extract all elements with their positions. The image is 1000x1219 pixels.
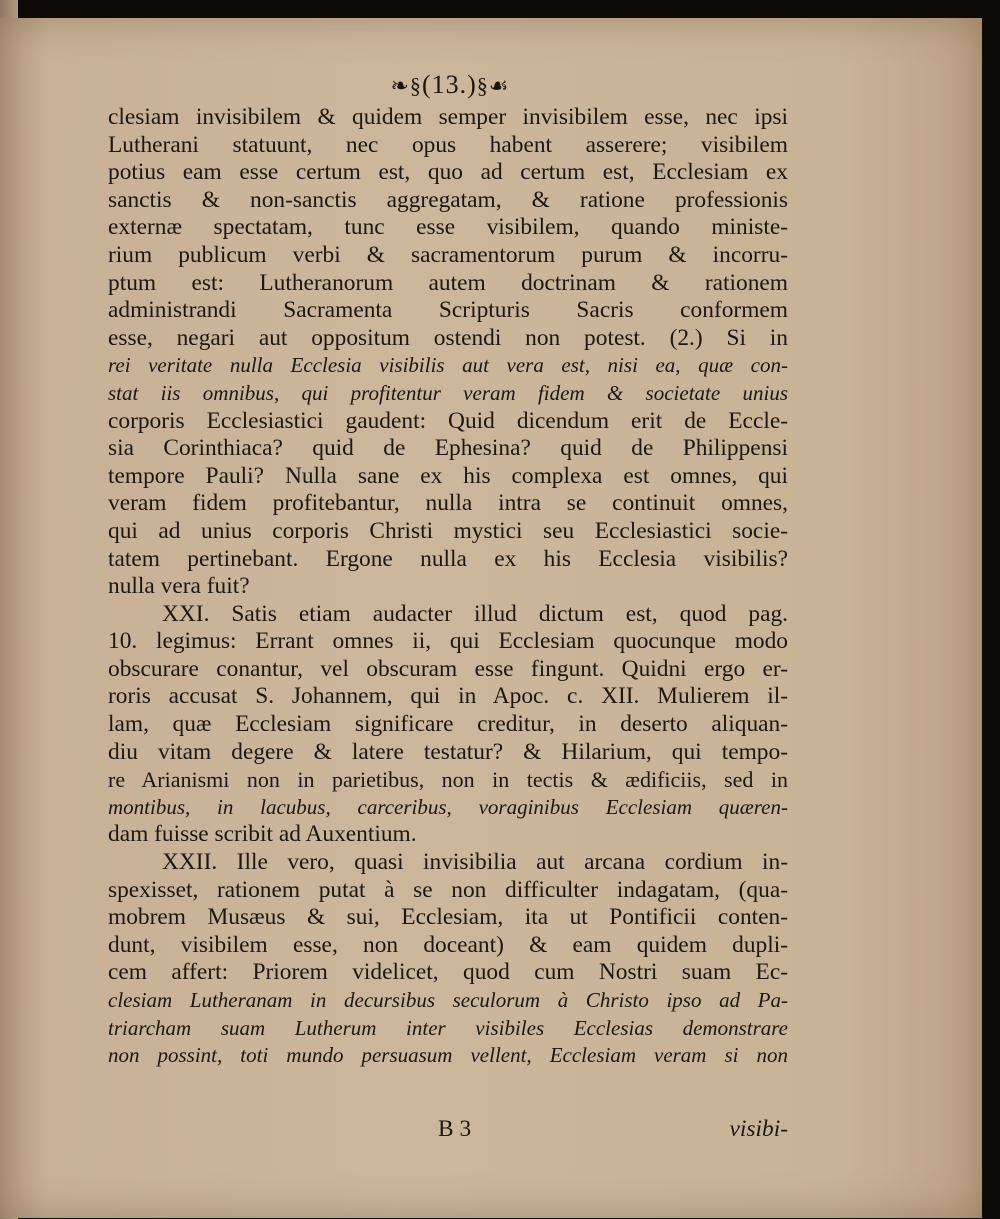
text-line: sia Corinthiaca? quid de Ephesina? quid de Philippensi <box>108 435 788 462</box>
text-line: stat iis omnibus, qui profitentur veram fidem & societate unius <box>108 380 788 405</box>
text-line: clesiam Lutheranam in decursibus seculorum à Christo ipso ad Pa- <box>108 988 788 1012</box>
text-line: spexisset, rationem putat à se non difficulter indagatam, (qua- <box>108 876 788 903</box>
text-line: cem affert: Priorem videlicet, quod cum Nostri suam Ec- <box>108 959 788 986</box>
catchword: visibi- <box>729 1116 788 1142</box>
text-line: sanctis & non-sanctis aggregatam, & ratione professionis <box>108 186 788 213</box>
section-heading-line: XXI. Satis etiam audacter illud dictum est, quod pag. <box>162 600 788 627</box>
text-line: non possint, toti mundo persuasum vellent, Ecclesiam veram si non <box>108 1043 788 1068</box>
text-line: dunt, visibilem esse, non doceant) & eam quidem dupli- <box>108 931 788 958</box>
right-ornament-icon: §☙ <box>476 73 510 98</box>
text-line: triarcham suam Lutherum inter visibiles Ecclesias demonstrare <box>108 1015 788 1040</box>
text-line: diu vitam degere & latere testatur? & Hilarium, qui tempo- <box>108 738 788 765</box>
text-line: tempore Pauli? Nulla sane ex his complexa est omnes, qui <box>108 462 788 489</box>
page-header <box>0 70 900 100</box>
text-line: re Arianismi non in parietibus, non in tectis & ædificiis, sed in <box>108 767 788 793</box>
section-heading-line: XXII. Ille vero, quasi invisibilia aut arcana cordium in- <box>162 849 788 876</box>
signature-mark: B 3 <box>438 1116 472 1142</box>
text-line: potius eam esse certum est, quo ad certum est, Ecclesiam ex <box>108 159 788 186</box>
text-line: externæ spectatam, tunc esse visibilem, quando ministe- <box>108 214 788 241</box>
text-line: montibus, in lacubus, carceribus, voraginibus Ecclesiam quæren- <box>108 794 788 819</box>
text-line: dam fuisse scribit ad Auxentium. <box>108 821 417 848</box>
page-number: (13.) <box>421 70 477 99</box>
text-line: mobrem Musæus & sui, Ecclesiam, ita ut Pontificii conten- <box>108 904 788 931</box>
text-line: rei veritate nulla Ecclesia visibilis aut vera est, nisi ea, quæ con- <box>108 353 788 378</box>
text-line: 10. legimus: Errant omnes ii, qui Ecclesiam quocunque modo <box>108 628 788 655</box>
text-line: corporis Ecclesiastici gaudent: Quid dicendum erit de Eccle- <box>108 407 788 434</box>
text-line: qui ad unius corporis Christi mystici seu Ecclesiastici socie- <box>108 517 788 544</box>
text-line: tatem pertinebant. Ergone nulla ex his Ecclesia visibilis? <box>108 545 788 572</box>
left-ornament-icon: ❧§ <box>390 73 422 98</box>
text-line: esse, negari aut oppositum ostendi non potest. (2.) Si in <box>108 324 788 351</box>
text-line: Lutherani statuunt, nec opus habent asserere; visibilem <box>108 131 788 158</box>
text-line: rium publicum verbi & sacramentorum purum & incorru- <box>108 241 788 268</box>
text-line: ptum est: Lutheranorum autem doctrinam & rationem <box>108 269 788 296</box>
book-page <box>0 18 982 1218</box>
text-line: veram fidem profitebantur, nulla intra se continuit omnes, <box>108 490 788 517</box>
text-line: administrandi Sacramenta Scripturis Sacris conformem <box>108 297 788 324</box>
text-line: roris accusat S. Johannem, qui in Apoc. c. XII. Mulierem il- <box>108 683 788 710</box>
text-line: clesiam invisibilem & quidem semper invisibilem esse, nec ipsi <box>108 104 788 130</box>
text-line: obscurare conantur, vel obscuram esse fingunt. Quidni ergo er- <box>108 655 788 682</box>
text-line: lam, quæ Ecclesiam significare creditur, in deserto aliquan- <box>108 711 788 738</box>
body-text <box>108 104 788 1070</box>
text-line: nulla vera fuit? <box>108 573 250 600</box>
